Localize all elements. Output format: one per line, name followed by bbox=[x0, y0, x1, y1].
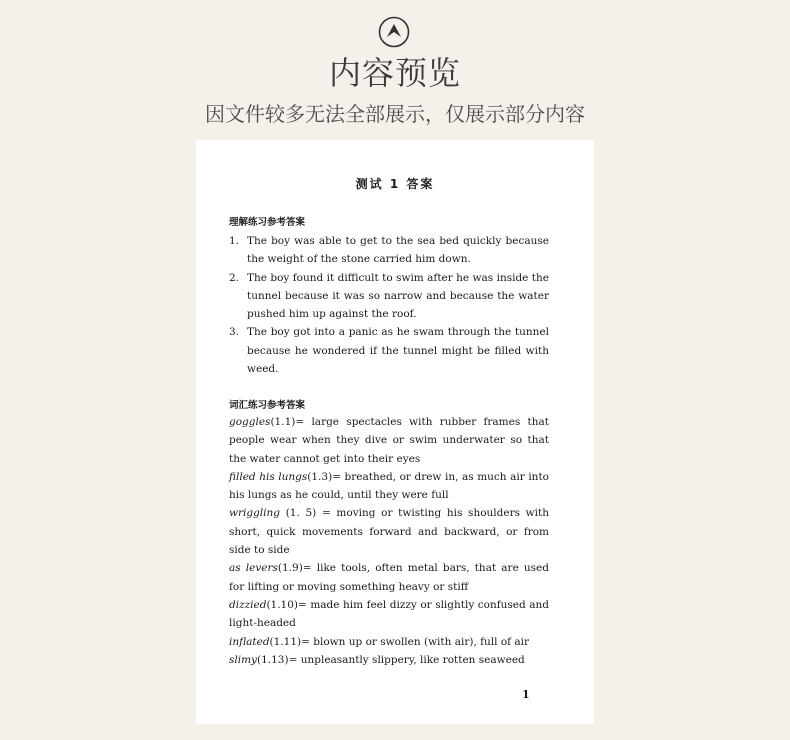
vocab-definition: = moving or twisting his shoulders with short, quick movements forward and backward, or from side to side bbox=[229, 507, 549, 557]
vocab-ref: (1.10) bbox=[266, 598, 299, 611]
answer-number: 1. bbox=[229, 235, 240, 247]
vocab-term: filled his lungs bbox=[229, 470, 308, 483]
answer-text: The boy got into a panic as he swam through the tunnel because he wondered if the tunnel might be filled with weed. bbox=[247, 326, 549, 376]
preview-header bbox=[0, 0, 790, 140]
document-page bbox=[196, 140, 594, 724]
vocab-term: inflated bbox=[229, 635, 270, 648]
vocab-entry bbox=[229, 651, 549, 669]
vocab-definition: = blown up or swollen (with air), full of air bbox=[301, 635, 530, 648]
vocab-definition: = unpleasantly slippery, like rotten seaweed bbox=[288, 653, 525, 666]
vocab-definition: = made him feel dizzy or slightly confused and light-headed bbox=[229, 598, 549, 630]
vocab-term: dizzied bbox=[229, 598, 267, 611]
chevron-up-circle-icon[interactable] bbox=[378, 16, 410, 48]
vocab-ref: (1.11) bbox=[269, 635, 302, 648]
answer-number: 2. bbox=[229, 271, 240, 284]
vocab-ref: (1.1) bbox=[270, 416, 296, 428]
vocab-ref: (1.13) bbox=[257, 653, 289, 666]
vocab-ref: (1. 5) bbox=[280, 507, 322, 520]
answer-text: The boy found it difficult to swim after he was inside the tunnel because it was so narrow and because the water pushed him up against the roof. bbox=[247, 271, 549, 321]
vocab-definition: = like tools, often metal bars, that are used for lifting or moving something heavy or stiff bbox=[229, 562, 549, 593]
vocab-definition: = large spectacles with rubber frames that people wear when they dive or swim underwater so that the water cannot get into their eyes bbox=[229, 416, 549, 465]
vocab-term: slimy bbox=[229, 653, 257, 666]
vocab-term: as levers bbox=[229, 562, 278, 575]
answer-text: The boy was able to get to the sea bed quickly because the weight of the stone carried him down. bbox=[247, 235, 549, 266]
vocabulary-list bbox=[229, 413, 549, 669]
vocab-ref: (1.3) bbox=[307, 470, 333, 483]
comprehension-heading: 理解练习参考答案 bbox=[229, 217, 306, 228]
document-title: 测试 1 答案 bbox=[355, 177, 435, 191]
vocab-definition: = breathed, or drew in, as much air into his lungs as he could, until they were full bbox=[229, 470, 549, 502]
vocab-ref: (1.9) bbox=[277, 562, 303, 575]
answer-item bbox=[229, 323, 549, 378]
answer-item bbox=[229, 232, 549, 269]
answer-item bbox=[229, 269, 549, 324]
vocab-entry bbox=[229, 504, 549, 559]
page-number: 1 bbox=[522, 688, 530, 701]
preview-title: 内容预览 bbox=[328, 54, 461, 92]
vocab-entry bbox=[229, 559, 549, 596]
comprehension-answers bbox=[229, 232, 549, 378]
vocab-entry bbox=[229, 468, 549, 505]
vocab-entry bbox=[229, 413, 549, 468]
preview-subtitle: 因文件较多无法全部展示，仅展示部分内容 bbox=[205, 102, 585, 126]
vocab-entry bbox=[229, 633, 549, 651]
vocab-entry bbox=[229, 596, 549, 633]
answer-number: 3. bbox=[229, 326, 240, 339]
vocabulary-heading: 词汇练习参考答案 bbox=[229, 400, 306, 411]
vocab-term: goggles bbox=[229, 416, 271, 428]
vocab-term: wriggling bbox=[229, 507, 281, 520]
